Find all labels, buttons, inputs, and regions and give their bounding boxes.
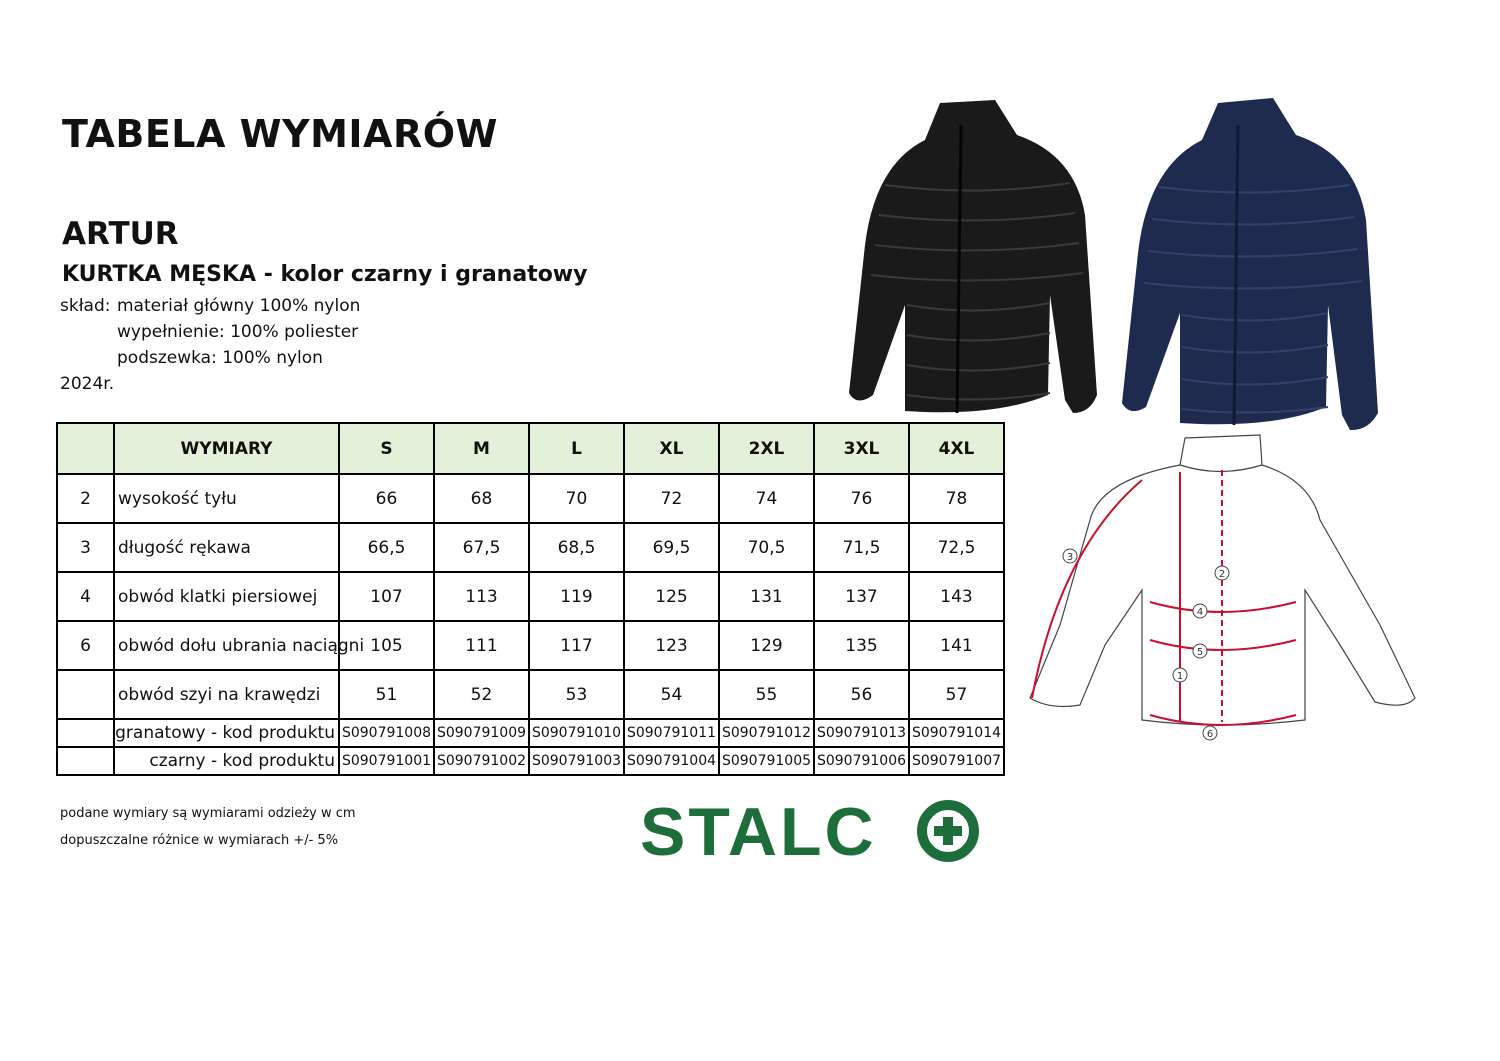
code-row bbox=[57, 719, 1004, 747]
product-code-cell: S090791005 bbox=[719, 747, 814, 775]
table-cell: 107 bbox=[339, 572, 434, 621]
table-header-row bbox=[57, 423, 1004, 474]
table-row bbox=[57, 621, 1004, 670]
header-size-cell: L bbox=[529, 423, 624, 474]
svg-text:3: 3 bbox=[1066, 552, 1074, 563]
table-cell: 137 bbox=[814, 572, 909, 621]
marker-4 bbox=[1193, 604, 1207, 618]
table-cell: 131 bbox=[719, 572, 814, 621]
table-cell: 125 bbox=[624, 572, 719, 621]
header-size-cell: 4XL bbox=[909, 423, 1004, 474]
product-code-cell: S090791003 bbox=[529, 747, 624, 775]
header-size-cell: 2XL bbox=[719, 423, 814, 474]
row-number: 6 bbox=[57, 621, 114, 670]
table-cell: 143 bbox=[909, 572, 1004, 621]
product-code-cell: S090791001 bbox=[339, 747, 434, 775]
svg-text:4: 4 bbox=[1196, 607, 1204, 618]
table-cell: 71,5 bbox=[814, 523, 909, 572]
table-cell: 105 bbox=[339, 621, 434, 670]
table-cell: 119 bbox=[529, 572, 624, 621]
header-size-cell: M bbox=[434, 423, 529, 474]
product-code-cell: S090791007 bbox=[909, 747, 1004, 775]
product-subtitle: KURTKA MĘSKA - kolor czarny i granatowy bbox=[62, 262, 588, 287]
composition-line: podszewka: 100% nylon bbox=[117, 348, 323, 368]
row-label: obwód dołu ubrania naciągni bbox=[114, 621, 339, 670]
table-cell: 76 bbox=[814, 474, 909, 523]
product-code-cell: S090791012 bbox=[719, 719, 814, 747]
product-code-cell: S090791013 bbox=[814, 719, 909, 747]
table-cell: 70,5 bbox=[719, 523, 814, 572]
plus-circle-icon bbox=[922, 805, 974, 857]
row-number bbox=[57, 670, 114, 719]
product-code-cell: S090791011 bbox=[624, 719, 719, 747]
black-jacket-image bbox=[845, 95, 1100, 425]
header-cell bbox=[57, 423, 114, 474]
header-size-cell: XL bbox=[624, 423, 719, 474]
code-row bbox=[57, 747, 1004, 775]
table-row bbox=[57, 670, 1004, 719]
empty-cell bbox=[57, 719, 114, 747]
table-cell: 69,5 bbox=[624, 523, 719, 572]
table-cell: 111 bbox=[434, 621, 529, 670]
empty-cell bbox=[57, 747, 114, 775]
product-code-cell: S090791010 bbox=[529, 719, 624, 747]
table-row bbox=[57, 523, 1004, 572]
table-cell: 53 bbox=[529, 670, 624, 719]
table-cell: 135 bbox=[814, 621, 909, 670]
table-cell: 129 bbox=[719, 621, 814, 670]
table-cell: 141 bbox=[909, 621, 1004, 670]
year-label: 2024r. bbox=[60, 374, 115, 394]
logo-text: STALC bbox=[640, 794, 877, 870]
code-row-label: czarny - kod produktu bbox=[114, 747, 339, 775]
table-cell: 54 bbox=[624, 670, 719, 719]
table-cell: 66,5 bbox=[339, 523, 434, 572]
header-cell: WYMIARY bbox=[114, 423, 339, 474]
marker-6 bbox=[1203, 726, 1217, 740]
navy-jacket-image bbox=[1118, 95, 1383, 435]
table-cell: 51 bbox=[339, 670, 434, 719]
composition-label: skład: bbox=[60, 296, 111, 316]
svg-text:6: 6 bbox=[1206, 729, 1214, 740]
table-cell: 113 bbox=[434, 572, 529, 621]
product-code-cell: S090791002 bbox=[434, 747, 529, 775]
table-row bbox=[57, 572, 1004, 621]
marker-1 bbox=[1173, 668, 1187, 682]
marker-3 bbox=[1063, 549, 1077, 563]
table-cell: 66 bbox=[339, 474, 434, 523]
arrow-3 bbox=[1032, 480, 1142, 698]
stalco-logo bbox=[640, 794, 985, 870]
table-cell: 72,5 bbox=[909, 523, 1004, 572]
table-cell: 52 bbox=[434, 670, 529, 719]
code-row-label: granatowy - kod produktu bbox=[114, 719, 339, 747]
table-cell: 72 bbox=[624, 474, 719, 523]
product-name: ARTUR bbox=[62, 216, 179, 252]
table-cell: 68,5 bbox=[529, 523, 624, 572]
product-code-cell: S090791014 bbox=[909, 719, 1004, 747]
footnote: podane wymiary są wymiarami odzieży w cm bbox=[60, 806, 356, 821]
product-code-cell: S090791009 bbox=[434, 719, 529, 747]
product-code-cell: S090791006 bbox=[814, 747, 909, 775]
svg-text:1: 1 bbox=[1176, 671, 1184, 682]
table-cell: 57 bbox=[909, 670, 1004, 719]
measurement-diagram bbox=[1020, 430, 1420, 750]
page-title: TABELA WYMIARÓW bbox=[62, 112, 498, 156]
svg-text:5: 5 bbox=[1196, 647, 1204, 658]
table-cell: 123 bbox=[624, 621, 719, 670]
product-code-cell: S090791004 bbox=[624, 747, 719, 775]
marker-2 bbox=[1215, 566, 1229, 580]
table-cell: 117 bbox=[529, 621, 624, 670]
row-number: 3 bbox=[57, 523, 114, 572]
size-table bbox=[56, 422, 1005, 776]
table-cell: 56 bbox=[814, 670, 909, 719]
composition-line: wypełnienie: 100% poliester bbox=[117, 322, 359, 342]
row-label: długość rękawa bbox=[114, 523, 339, 572]
footnote: dopuszczalne różnice w wymiarach +/- 5% bbox=[60, 833, 339, 848]
composition-line: materiał główny 100% nylon bbox=[117, 296, 361, 316]
table-cell: 70 bbox=[529, 474, 624, 523]
row-number: 4 bbox=[57, 572, 114, 621]
row-label: obwód klatki piersiowej bbox=[114, 572, 339, 621]
marker-5 bbox=[1193, 644, 1207, 658]
product-code-cell: S090791008 bbox=[339, 719, 434, 747]
table-row bbox=[57, 474, 1004, 523]
table-cell: 78 bbox=[909, 474, 1004, 523]
table-cell: 55 bbox=[719, 670, 814, 719]
svg-text:2: 2 bbox=[1218, 569, 1226, 580]
table-cell: 67,5 bbox=[434, 523, 529, 572]
header-size-cell: S bbox=[339, 423, 434, 474]
row-label: obwód szyi na krawędzi bbox=[114, 670, 339, 719]
header-size-cell: 3XL bbox=[814, 423, 909, 474]
table-cell: 74 bbox=[719, 474, 814, 523]
row-number: 2 bbox=[57, 474, 114, 523]
table-cell: 68 bbox=[434, 474, 529, 523]
row-label: wysokość tyłu bbox=[114, 474, 339, 523]
